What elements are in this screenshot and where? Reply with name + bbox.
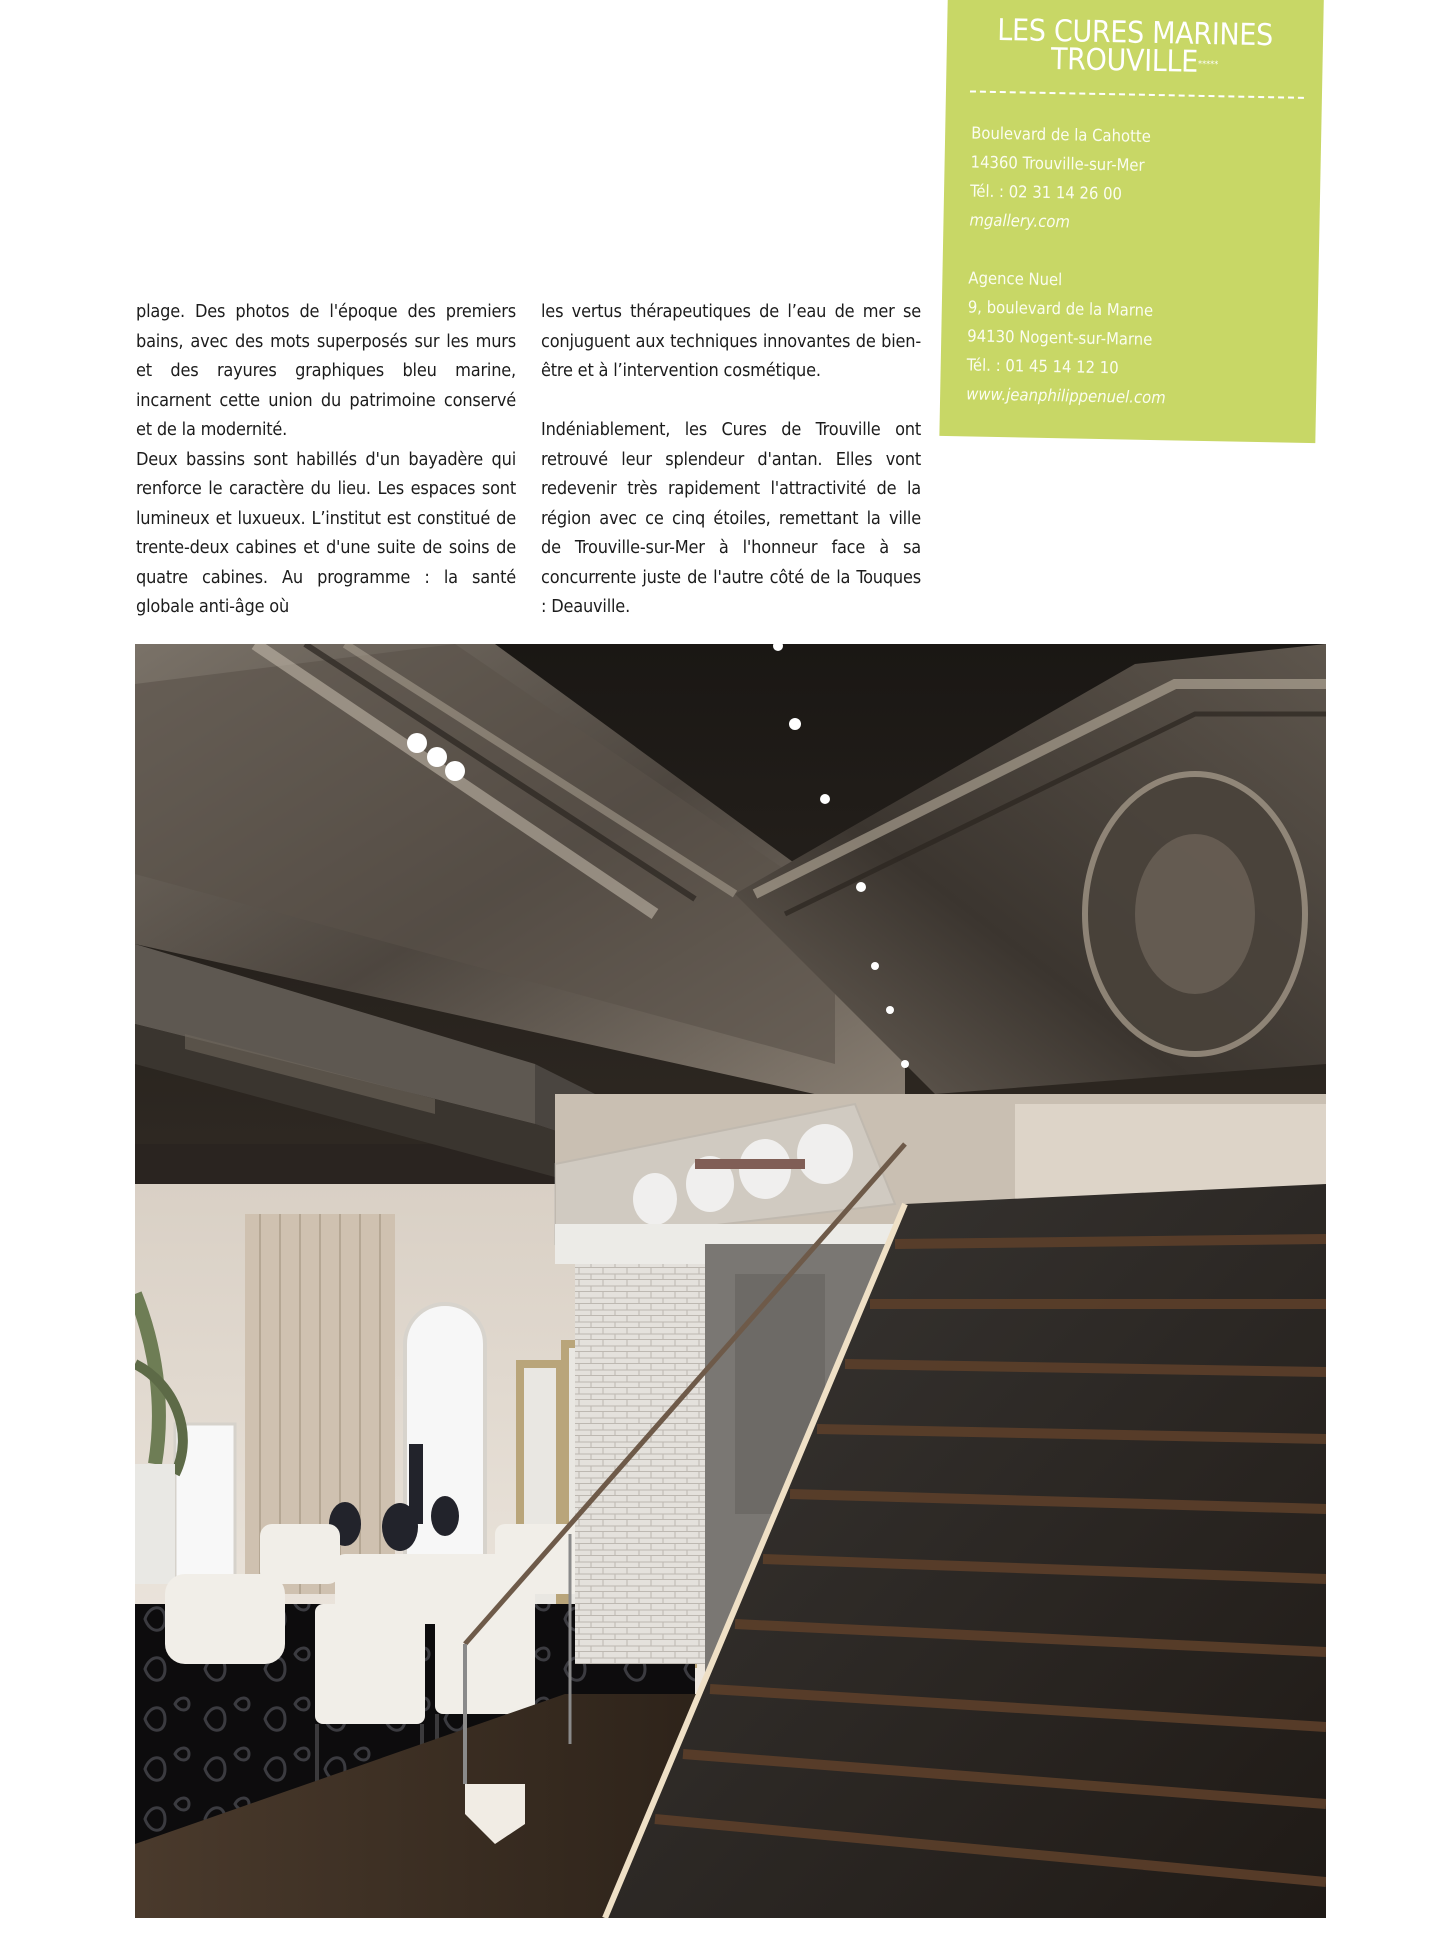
info-box <box>939 0 1324 443</box>
dashed-divider <box>970 90 1304 98</box>
contact-details <box>966 118 1171 412</box>
agency-address-line-2: 94130 Nogent-sur-Marne <box>967 326 1153 349</box>
hotel-website-link[interactable]: mgallery.com <box>969 210 1071 232</box>
article-column-left <box>136 297 516 622</box>
agency-phone: Tél. : 01 45 14 12 10 <box>966 355 1119 378</box>
hotel-address-line-1: Boulevard de la Cahotte <box>971 123 1152 146</box>
agency-name: Agence Nuel <box>968 268 1063 290</box>
title-line-1: LES CURES MARINES <box>996 12 1274 54</box>
article-paragraph: plage. Des photos de l'époque des premiers bains, avec des mots superposés sur les murs et des rayures graphiques bleu marine, incarnent cette union du patrimoine conservé et de la modernité. <box>136 301 516 440</box>
info-box-title <box>946 12 1323 80</box>
agency-address-line-1: 9, boulevard de la Marne <box>967 297 1154 320</box>
article-paragraph: les vertus thérapeutiques de l’eau de mer se conjuguent aux techniques innovantes de bien-être et à l’intervention cosmétique. <box>541 301 921 381</box>
hotel-phone: Tél. : 02 31 14 26 00 <box>969 181 1123 204</box>
article-paragraph: Indéniablement, les Cures de Trouville ont retrouvé leur splendeur d'antan. Elles vont redevenir très rapidement l'attractivité de la région avec ce cinq étoiles, remettant la ville de Trouville-sur-Mer à l'honneur face à sa concurrente juste de l'autre côté de la Touques : Deauville. <box>541 419 921 617</box>
agency-website-link[interactable]: www.jeanphilippenuel.com <box>965 384 1166 408</box>
interior-photo <box>135 644 1326 1918</box>
article-paragraph: Deux bassins sont habillés d'un bayadère qui renforce le caractère du lieu. Les espaces sont lumineux et luxueux. L’institut est constitué de trente-deux cabines et d'une suite de soins de quatre cabines. Au programme : la santé globale anti-âge où <box>136 448 516 617</box>
star-rating-icon: ***** <box>1197 59 1219 71</box>
hotel-address-line-2: 14360 Trouville-sur-Mer <box>970 152 1145 175</box>
title-line-2: TROUVILLE <box>1050 41 1199 80</box>
article-column-right <box>541 297 921 622</box>
